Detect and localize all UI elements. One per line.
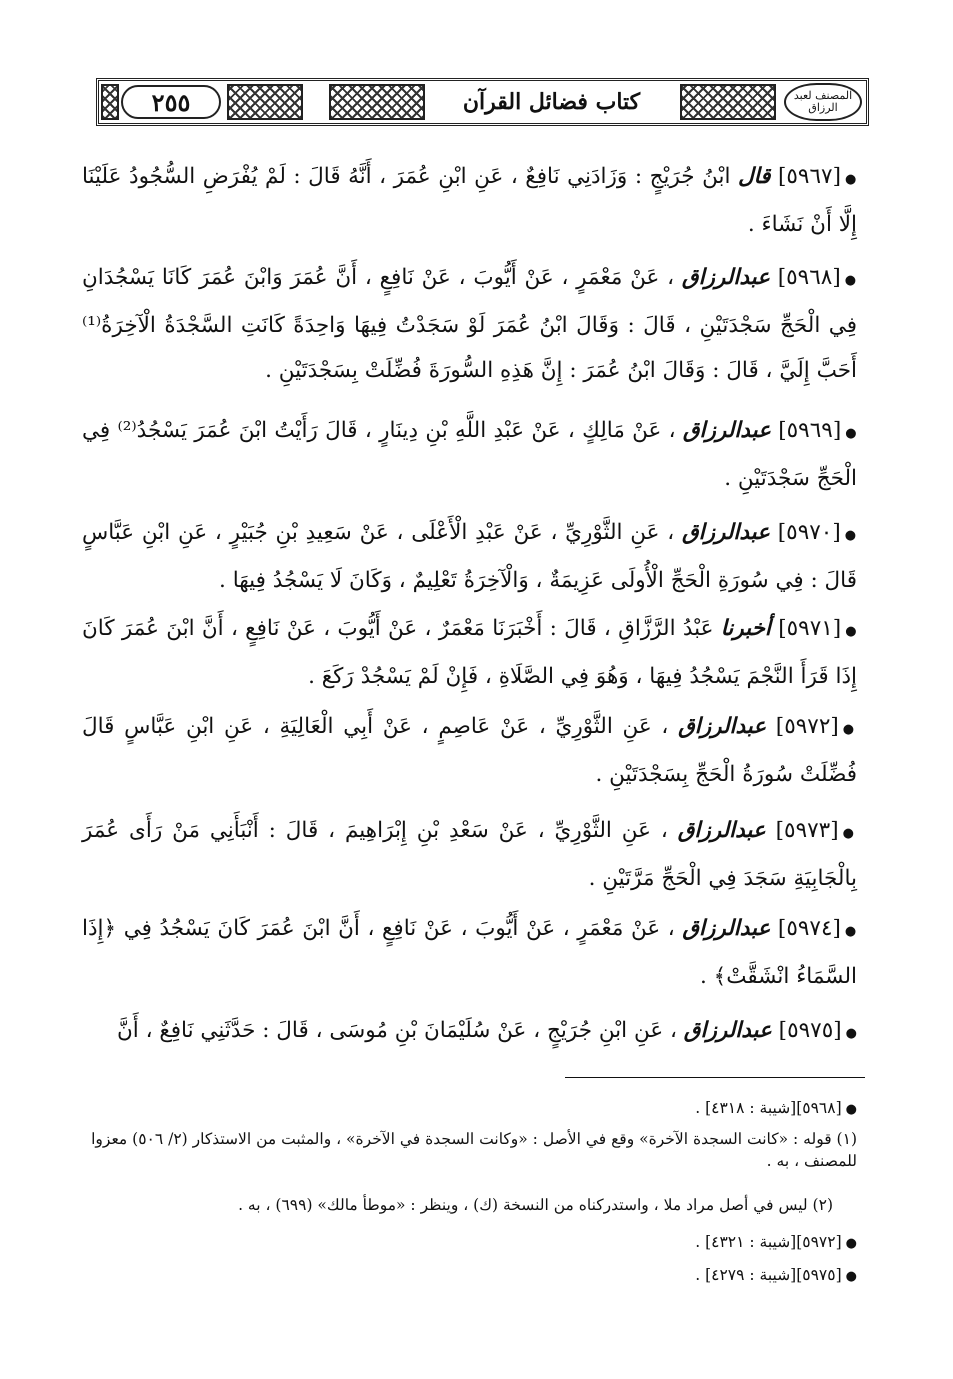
footnote-reference: ●[٥٩٧٥][شيبة : ٤٢٧٩] . — [695, 1266, 857, 1284]
hadith-text: ، عَنْ مَعْمَرٍ ، عَنْ أَيُّوبَ ، عَنْ نَافِعٍ ، أَنَّ عُمَرَ وَابْنَ عُمَرَ كَانَا يَسْجُدَانِ فِي الْحَجِّ سَجْدَتَيْنِ ، قَالَ : وَقَالَ ابْنُ عُمَرَ لَوْ سَجَدْتُ فِيهَا وَاحِدَةً كَانَتِ السَّجْدَةُ الْآخِرَةُ⁽¹⁾ أَحَبَّ إِلَيَّ ، قَالَ : وَقَالَ ابْنُ عُمَرَ : إِنَّ هَذِهِ السُّورَةَ فُضِّلَتْ بِسَجْدَتَيْنِ . — [82, 265, 857, 383]
hadith-number: [٥٩٧٢] — [775, 714, 839, 739]
hadith-narrator: عبدالرزاق — [678, 714, 767, 739]
bullet-icon: ● — [842, 722, 857, 737]
hadith-text: عَبْدُ الرَّزَّاقِ ، قَالَ : أَخْبَرَنَا مَعْمَرٌ ، عَنْ أَيُّوبَ ، عَنْ نَافِعٍ ، أَنَّ ابْنَ عُمَرَ كَانَ إِذَا قَرَأَ النَّجْمَ يَسْجُدُ فِيهَا ، وَهُوَ فِي الصَّلَاةِ ، فَإِنْ لَمْ يَسْجُدْ رَكَعَ . — [82, 616, 857, 689]
hadith-number: [٥٩٦٧] — [777, 164, 841, 189]
hadith-number: [٥٩٧٠] — [777, 520, 841, 545]
hadith-number: [٥٩٦٩] — [778, 418, 842, 443]
hadith-narrator: عبدالرزاق — [677, 818, 766, 843]
hadith-narrator: أخبرنا — [720, 616, 771, 641]
footnote-divider — [565, 1077, 865, 1078]
hadith-text: ، عَنِ الثَّوْرِيِّ ، عَنْ سَعْدِ بْنِ إِبْرَاهِيمَ ، قَالَ : أَنْبَأَنِي مَنْ رَأَى عُمَرَ بِالْجَابِيَةِ سَجَدَ فِي الْحَجِّ مَرَّتَيْنِ . — [82, 818, 857, 891]
footnote-2: (٢) ليس في أصل مراد ملا ، واستدركناه من النسخة (ك) ، وينظر : «موطأ مالك» (٦٩٩) ، به . — [238, 1196, 833, 1214]
hadith-narrator: عبدالرزاق — [681, 265, 770, 290]
hadith-narrator: عبدالرزاق — [682, 418, 771, 443]
hadith-entry — [82, 704, 857, 797]
page-header — [96, 78, 869, 126]
hadith-entry — [82, 154, 857, 247]
footnote-reference: ●[٥٩٧٢][شيبة : ٤٣٢١] . — [695, 1233, 857, 1251]
hadith-number: [٥٩٦٨] — [777, 265, 841, 290]
hadith-text: ، عَنِ الثَّوْرِيِّ ، عَنْ عَاصِمٍ ، عَنْ أَبِي الْعَالِيَةِ ، عَنِ ابْنِ عَبَّاسٍ قَالَ فُضِّلَتْ سُورَةُ الْحَجِّ بِسَجْدَتَيْنِ . — [82, 714, 857, 787]
header-ornament — [101, 84, 119, 120]
hadith-text: ، عَنْ مَعْمَرٍ ، عَنْ أَيُّوبَ ، عَنْ نَافِعٍ ، أَنَّ ابْنَ عُمَرَ كَانَ يَسْجُدُ فِي ﴿إِذَا السَّمَاءُ انْشَقَّتْ﴾ . — [82, 916, 857, 989]
hadith-number: [٥٩٧١] — [778, 616, 842, 641]
hadith-entry — [82, 808, 857, 901]
footnote-1: (١) قوله : «كانت السجدة الآخرة» وقع في الأصل : «وكانت السجدة في الآخرة» ، والمثبت من الاستذكار (٢/ ٥٠٦) معزوا للمصنف ، به . — [91, 1130, 857, 1170]
bullet-icon: ● — [845, 1269, 857, 1284]
hadith-text: ، عَنِ ابْنِ جُرَيْجٍ ، عَنْ سُلَيْمَانَ بْنِ مُوسَى ، قَالَ : حَدَّثَنِي نَافِعٌ ، أَنَّ — [116, 1018, 677, 1043]
bullet-icon: ● — [844, 273, 858, 288]
header-ornament — [227, 84, 303, 120]
header-ornament — [680, 84, 776, 120]
chapter-title: كتاب فضائل القرآن — [462, 89, 641, 115]
page-number: ٢٥٥ — [121, 85, 221, 119]
hadith-entry — [82, 408, 857, 501]
header-ornament — [329, 84, 425, 120]
hadith-text: ابْنُ جُرَيْجٍ : وَزَادَنِي نَافِعٌ ، عَنِ ابْنِ عُمَرَ ، أَنَّهُ قَالَ : لَمْ يُفْرَضِ السُّجُودُ عَلَيْنَا إِلَّا أَنْ نَشَاءَ . — [82, 164, 857, 237]
hadith-number: [٥٩٧٣] — [775, 818, 839, 843]
hadith-entry — [82, 255, 857, 393]
bullet-icon: ● — [845, 1026, 857, 1041]
hadith-narrator: عبدالرزاق — [681, 520, 770, 545]
footnote-reference: ●[٥٩٦٨][شيبة : ٤٣١٨] . — [695, 1099, 857, 1117]
hadith-entry — [82, 606, 857, 699]
hadith-text: ، عَنِ الثَّوْرِيِّ ، عَنْ عَبْدِ الْأَعْلَى ، عَنْ سَعِيدِ بْنِ جُبَيْرٍ ، عَنِ ابْنِ عَبَّاسٍ قَالَ : فِي سُورَةِ الْحَجِّ الْأُولَى عَزِيمَةٌ ، وَالْآخِرَةُ تَعْلِيمٌ ، وَكَانَ لَا يَسْجُدُ فِيهَا . — [82, 520, 857, 593]
hadith-number: [٥٩٧٤] — [777, 916, 841, 941]
bullet-icon: ● — [844, 528, 858, 543]
bullet-icon: ● — [844, 924, 857, 939]
bullet-icon: ● — [845, 624, 857, 639]
book-seal-text: المصنف لعبد الرزاق — [793, 89, 853, 114]
hadith-entry — [82, 510, 857, 603]
hadith-narrator: عبدالرزاق — [682, 916, 771, 941]
bullet-icon: ● — [845, 1236, 857, 1251]
bullet-icon: ● — [842, 826, 858, 841]
bullet-icon: ● — [844, 172, 857, 187]
hadith-entry — [82, 906, 857, 999]
hadith-number: [٥٩٧٥] — [778, 1018, 842, 1043]
hadith-entry — [82, 1008, 857, 1056]
bullet-icon: ● — [845, 426, 858, 441]
hadith-narrator: عبدالرزاق — [683, 1018, 772, 1043]
bullet-icon: ● — [845, 1102, 857, 1117]
hadith-text: ، عَنْ مَالِكٍ ، عَنْ عَبْدِ اللَّهِ بْنِ دِينَارٍ ، قَالَ رَأَيْتُ ابْنَ عُمَرَ يَسْجُدُ⁽²⁾ فِي الْحَجِّ سَجْدَتَيْنِ . — [82, 418, 857, 491]
book-seal-logo — [784, 83, 862, 121]
hadith-narrator: قال — [737, 164, 771, 189]
